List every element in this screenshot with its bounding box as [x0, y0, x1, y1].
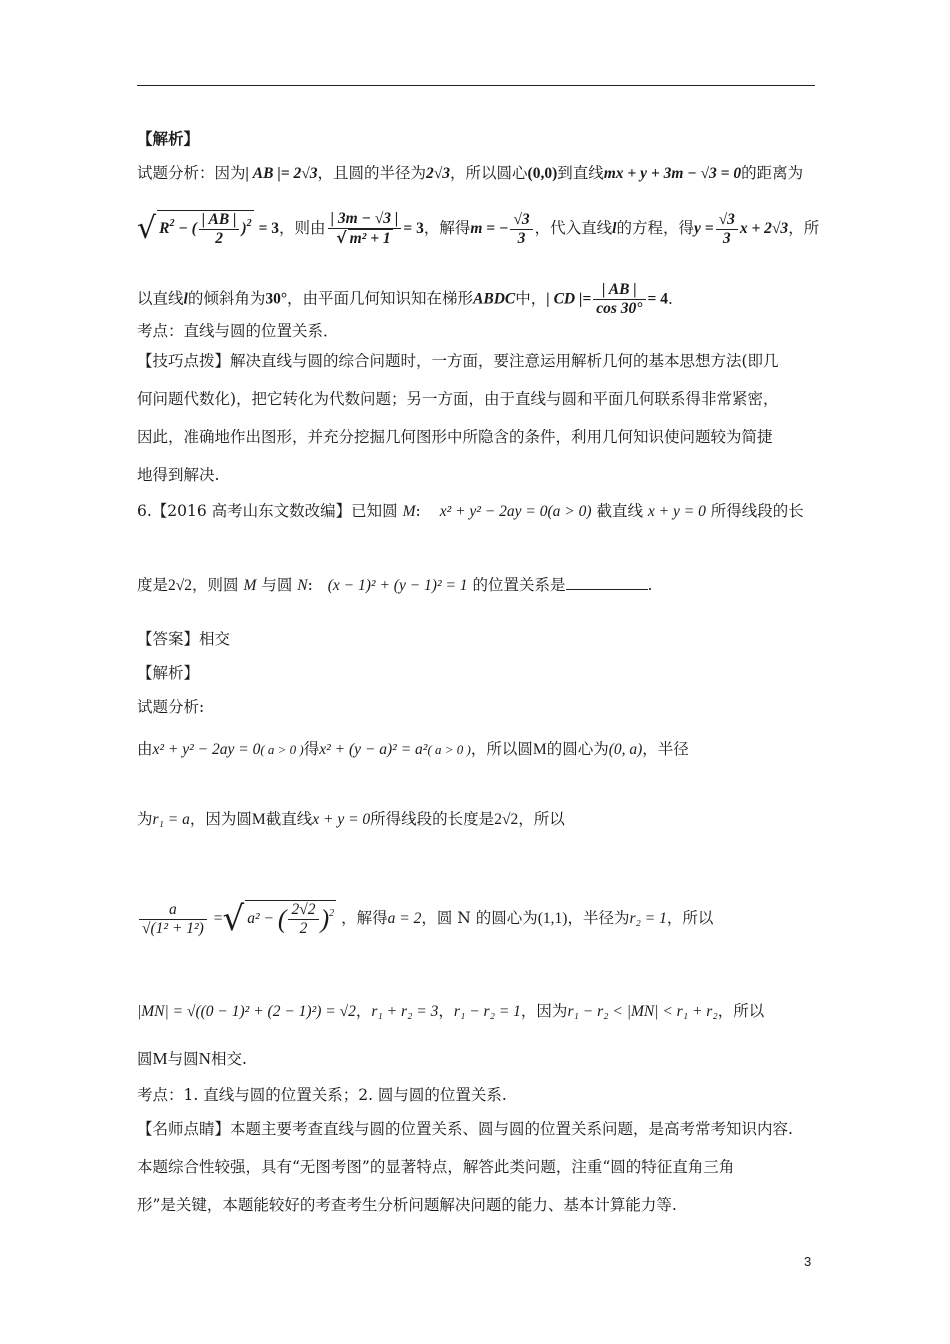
text: 与圆	[256, 576, 298, 594]
math-line: x + y = 0	[312, 811, 371, 828]
analysis-line-3	[137, 281, 683, 318]
question-6-line-1	[137, 500, 804, 523]
text: 6.【2016 高考山东文数改编】已知圆	[137, 502, 403, 520]
sqrt-sign: √	[137, 211, 157, 246]
math-M: M	[532, 741, 547, 758]
text: 圆	[137, 1050, 153, 1068]
sqrt-sign: √	[222, 899, 245, 939]
header-rule	[137, 85, 815, 86]
text: ，因为圆	[189, 810, 252, 828]
math-distance-radicand: $R^2$ − ( $\frac{| AB |}{2}$ )$^2$	[159, 211, 252, 247]
text: 由	[137, 740, 153, 758]
text: :	[307, 576, 313, 594]
math-cond: ( a > 0 )	[427, 742, 471, 757]
math-M: M	[243, 577, 257, 594]
solution-line-4	[137, 1000, 764, 1023]
math-circle-n: (x − 1)² + (y − 1)² = 1	[327, 577, 468, 594]
analysis-label: 试题分析:	[137, 698, 205, 716]
text: 试题分析：因为	[137, 164, 246, 182]
tip-line-4: 地得到解决.	[137, 466, 220, 484]
frac-distance: $\frac{a}{\text{√(1² + 1²)}}$	[139, 901, 207, 938]
teacher-note-1: 【名师点睛】本题主要考查直线与圆的位置关系、圆与圆的位置关系问题，是高考常考知识内容.	[137, 1120, 793, 1138]
text: ，解得	[423, 219, 471, 237]
text: 到直线	[557, 164, 604, 182]
math-standard-form: x² + (y − a)² = a²	[319, 741, 428, 758]
math-center-n: (1,1)	[537, 910, 568, 927]
text: 中，	[515, 289, 547, 308]
text: 以直线	[137, 289, 184, 308]
math-cd: | CD |=	[546, 290, 592, 308]
math-center: (0,0)	[527, 165, 558, 182]
analysis-line-2	[137, 210, 819, 248]
math-line-l: x + 2√3	[739, 220, 789, 237]
text: 的位置关系是	[472, 576, 566, 594]
math-line-eq: mx + y + 3m − √3 = 0	[603, 165, 742, 182]
text: ．	[667, 289, 684, 308]
solution-line-5	[137, 1048, 247, 1070]
math-r1: r₁ = a	[152, 811, 190, 828]
text: ，则圆	[192, 576, 244, 594]
math-N: N	[297, 577, 308, 594]
text: .	[647, 576, 653, 594]
math-M: M	[152, 1049, 168, 1068]
text: ，	[355, 1002, 372, 1020]
frac-m: $\frac{√3}{3}$	[510, 211, 532, 248]
kaodian-1: 考点：直线与圆的位置关系．	[137, 322, 339, 340]
text: ，因为	[520, 1002, 568, 1020]
answer-line: 【答案】相交	[137, 630, 231, 648]
frac-slope: $\frac{√3}{3}$	[716, 211, 738, 248]
text: ，且圆的半径为	[317, 164, 426, 182]
math-a: a = 2	[387, 910, 422, 927]
text: 所得线段的长度是	[370, 810, 495, 828]
math-eq3: = 3	[258, 220, 280, 237]
math-circle: x² + y² − 2ay = 0	[152, 741, 261, 758]
analysis-heading-2: 【解析】	[137, 664, 200, 682]
text: ，解得	[341, 909, 388, 927]
math-N: N	[198, 1049, 211, 1068]
math-eq3b: = 3	[403, 220, 424, 237]
text: 截直线	[591, 502, 648, 520]
math-r: R	[159, 220, 170, 238]
math-M: M	[402, 503, 416, 520]
math-diff: r₁ − r₂ = 1	[453, 1003, 521, 1020]
text: ，所以圆	[470, 740, 533, 758]
question-6-line-2	[137, 574, 652, 597]
math-m: m = −	[470, 220, 509, 237]
math-M: M	[251, 811, 266, 828]
tip-line-1: 【技巧点拨】解决直线与圆的综合问题时，一方面，要注意运用解析几何的基本思想方法(即几	[137, 352, 779, 370]
math-center-m: (0, a)	[608, 741, 643, 758]
frac-distance: $\frac{| 3m - √3 |}{\text{√ m² + 1}}$	[328, 210, 402, 248]
math-angle: 30°	[265, 290, 288, 308]
analysis-line-1	[137, 162, 803, 185]
math-circle-m: x² + y² − 2ay = 0(a > 0)	[439, 503, 592, 520]
math-chord: 2√2	[168, 577, 193, 594]
math-radius: 2√3	[426, 165, 451, 182]
page-number: 3	[804, 1254, 812, 1269]
text: ，代入直线	[534, 219, 613, 237]
math-y: y =	[693, 220, 714, 237]
text: 为	[137, 810, 153, 828]
math-chord: 2√2	[494, 811, 519, 828]
text: ，所以	[518, 810, 565, 828]
text: 所得线段的长	[705, 502, 804, 520]
solution-line-2	[137, 808, 565, 831]
text: ，所	[788, 219, 820, 237]
text: 截直线	[265, 810, 313, 828]
analysis-heading: 【解析】	[137, 129, 200, 148]
text: ，所以	[717, 1002, 765, 1020]
tip-line-3: 因此，准确地作出图形，并充分挖掘几何图形中所隐含的条件，利用几何知识使问题较为简捷	[137, 428, 773, 446]
math-ab: | AB |= 2√3	[245, 165, 318, 182]
text: 的方程，得	[616, 219, 694, 237]
text: ，圆 N 的圆心为	[421, 909, 538, 927]
solution-line-3: $\frac{a}{\text{√(1² + 1²)}}$ =√ a² − ( $\frac{2√2}{2}$ )$^2$ ，解得a = 2，圆 N 的圆心为(1,1)，半径为r₂ = 1，所以	[137, 900, 713, 938]
teacher-note-3: 形”是关键，本题能较好的考查考生分析问题解决问题的能力、基本计算能力等.	[137, 1196, 677, 1214]
text: 与圆	[167, 1050, 199, 1068]
tip-line-2: 何问题代数化)，把它转化为代数问题；另一方面，由于直线与圆和平面几何联系得非常紧密，	[137, 390, 779, 408]
text: 相交.	[210, 1050, 247, 1068]
math-radicand: a² − ( $\frac{2√2}{2}$ )$^2$	[247, 901, 335, 937]
math-l: l	[183, 290, 188, 308]
text: 得	[303, 740, 320, 758]
solution-line-1	[137, 738, 689, 761]
text: 的倾斜角为	[187, 289, 266, 308]
text: :	[415, 502, 421, 520]
math-trapezoid: ABDC	[473, 290, 516, 308]
text: 的距离为	[741, 164, 804, 182]
math-l: l	[612, 220, 617, 237]
text: ，所以圆心	[450, 164, 528, 182]
text: ，则由	[279, 219, 326, 237]
text: ，半径	[642, 740, 689, 758]
math-line: x + y = 0	[647, 503, 706, 520]
text: 度是	[137, 576, 169, 594]
teacher-note-2: 本题综合性较强，具有“无图考图”的显著特点，解答此类问题，注重“圆的特征直角三角	[137, 1158, 735, 1176]
math-ineq: r₁ − r₂ < |MN| < r₁ + r₂	[567, 1003, 718, 1020]
math-eq4: = 4	[647, 290, 668, 308]
text: ，所以	[666, 909, 714, 927]
text: ，由平面几何知识知在梯形	[287, 289, 474, 308]
text: ，	[438, 1002, 454, 1020]
math-mn: |MN| = √((0 − 1)² + (2 − 1)²) = √2	[137, 1003, 356, 1020]
text: 的圆心为	[546, 740, 609, 758]
text: ，半径为	[567, 909, 630, 927]
frac-cd: $\frac{| AB |}{\cos 30^\circ}$	[593, 281, 645, 318]
frac-ab-2: $\frac{| AB |}{2}$	[199, 211, 240, 248]
frac-half-chord: $\frac{2√2}{2}$	[288, 901, 318, 938]
math-sum: r₁ + r₂ = 3	[371, 1003, 439, 1020]
math-cond: ( a > 0 )	[260, 742, 304, 757]
kaodian-2: 考点：1. 直线与圆的位置关系；2. 圆与圆的位置关系.	[137, 1086, 507, 1104]
math-r2: r₂ = 1	[629, 910, 667, 927]
answer-blank	[566, 575, 648, 590]
